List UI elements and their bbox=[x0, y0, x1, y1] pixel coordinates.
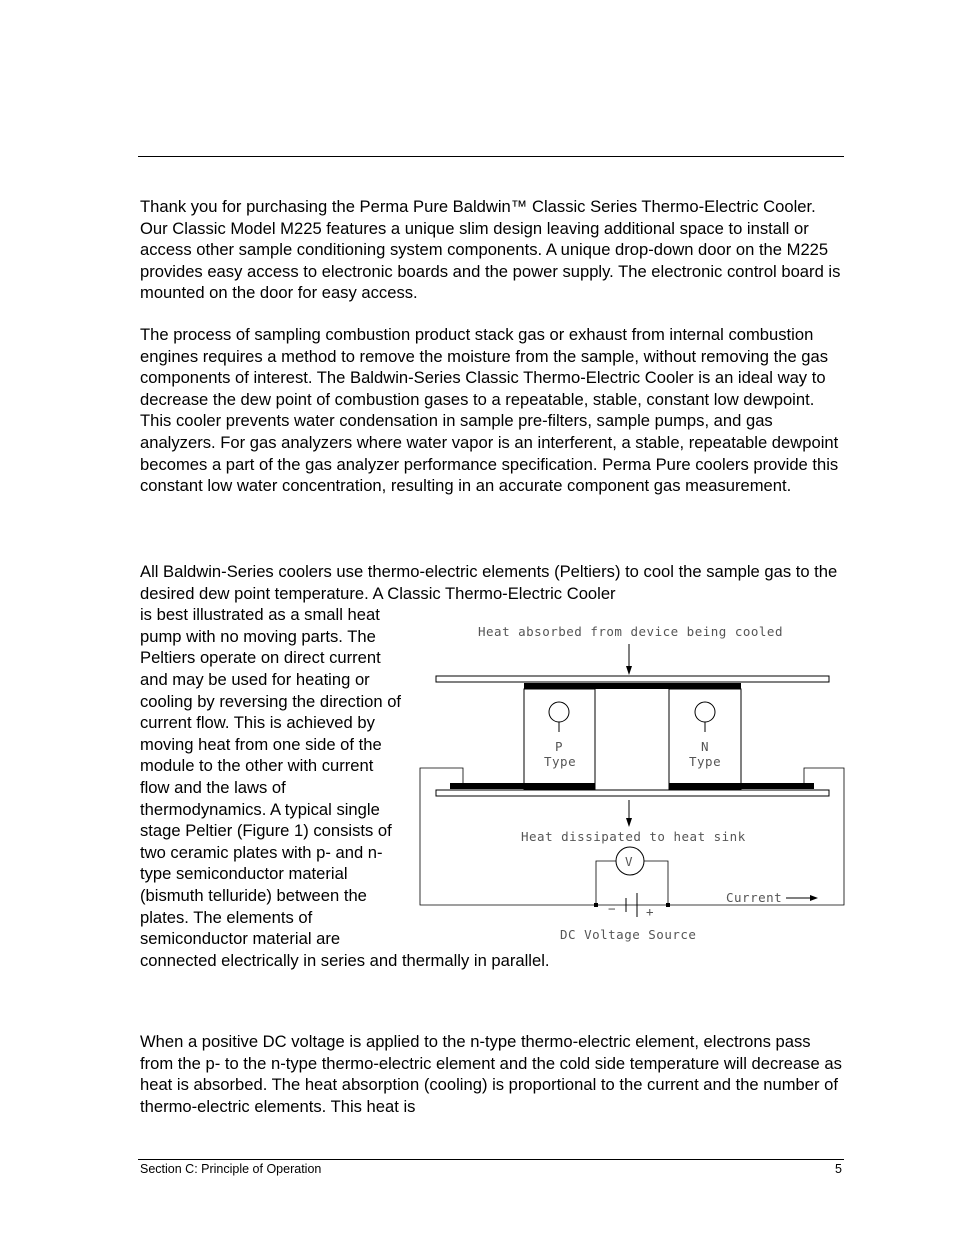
n-label: N bbox=[701, 739, 710, 754]
footer-page-number: 5 bbox=[835, 1162, 842, 1176]
p-type-label: Type bbox=[544, 754, 577, 769]
header-rule bbox=[138, 156, 844, 157]
top-conductor bbox=[524, 683, 741, 689]
n-type-label: Type bbox=[689, 754, 722, 769]
p-label: P bbox=[555, 739, 564, 754]
peltier-paragraph-end: connected electrically in series and thermally in parallel. bbox=[140, 950, 550, 970]
current-label: Current bbox=[726, 890, 783, 905]
heat-dissipated-label: Heat dissipated to heat sink bbox=[521, 829, 746, 844]
dc-voltage-source-label: DC Voltage Source bbox=[560, 927, 697, 942]
bottom-ceramic-plate bbox=[436, 790, 829, 796]
bottom-conductor-right bbox=[669, 783, 814, 789]
intro-paragraph: Thank you for purchasing the Perma Pure Baldwin™ Classic Series Thermo-Electric Cooler. Our Classic Model M225 features a unique slim design leaving additional space to install or access other sample conditioning system components. A unique drop-down door on the M225 provides easy access to electronic boards and the power supply. The electronic control board is mounted on the door for easy access. bbox=[140, 197, 841, 303]
peltier-paragraph-lead: All Baldwin-Series coolers use thermo-electric elements (Peltiers) to cool the sample gas to the desired dew point temperature. A Classic Thermo-Electric Cooler bbox=[140, 562, 838, 603]
heat-absorbed-label: Heat absorbed from device being cooled bbox=[478, 624, 783, 639]
footer-section-title: Section C: Principle of Operation bbox=[140, 1162, 322, 1176]
peltier-paragraph-wrap: is best illustrated as a small heat pump with no moving parts. The Peltiers operate on direct current and may be used for heating or cooling by reversing the direction of current flow. This is achieved by moving heat from one side of the module to the other with current flow and the laws of thermodynamics. A typical single stage Peltier (Figure 1) consists of two ceramic plates with p- and n-type semiconductor material (bismuth telluride) between the plates. The elements of semiconductor material are bbox=[140, 605, 402, 949]
minus-label: − bbox=[608, 901, 617, 916]
voltage-paragraph: When a positive DC voltage is applied to the n-type thermo-electric element, electrons pass from the p- to the n-type thermo-electric element and the cold side temperature will decrease as heat is absorbed. The heat absorption (cooling) is proportional to the current and the number of thermo-electric elements. This heat is bbox=[140, 1032, 842, 1116]
top-ceramic-plate bbox=[436, 676, 829, 682]
voltmeter-label: V bbox=[625, 854, 634, 869]
bottom-conductor-left bbox=[450, 783, 595, 789]
process-paragraph: The process of sampling combustion product stack gas or exhaust from internal combustion engines requires a method to remove the moisture from the sample, without removing the gas components of interest. The Baldwin-Series Classic Thermo-Electric Cooler is an ideal way to decrease the dew point of combustion gases to a repeatable, stable, constant low dewpoint. This cooler prevents water condensation in sample pre-filters, sample pumps, and gas analyzers. For gas analyzers where water vapor is an interferent, a stable, repeatable dewpoint becomes a part of the gas analyzer performance specification. Perma Pure coolers provide this constant low water concentration, resulting in an accurate component gas measurement. bbox=[140, 325, 839, 496]
peltier-module-figure bbox=[418, 620, 848, 950]
plus-label: + bbox=[646, 904, 655, 919]
footer-rule bbox=[138, 1159, 844, 1160]
